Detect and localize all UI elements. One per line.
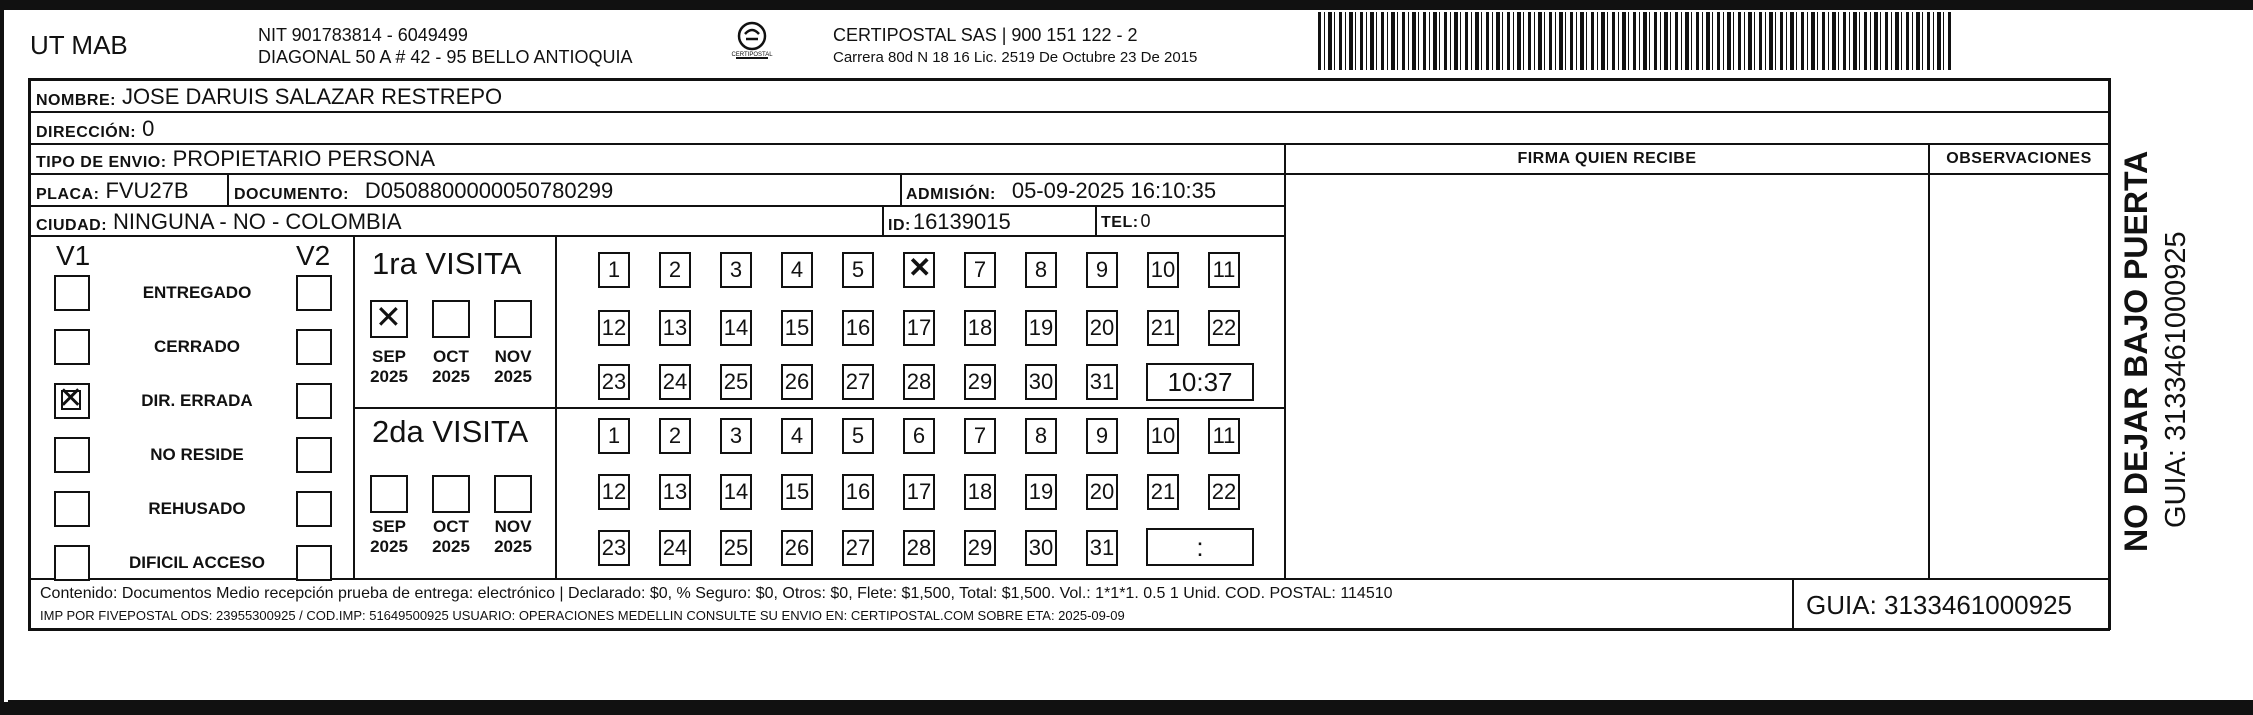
plate-row bbox=[36, 178, 189, 204]
month-year: 2025 bbox=[370, 537, 408, 556]
company-address: DIAGONAL 50 A # 42 - 95 BELLO ANTIOQUIA bbox=[258, 47, 633, 67]
observations-header: OBSERVACIONES bbox=[1946, 150, 2092, 167]
day-checkbox[interactable] bbox=[659, 252, 691, 288]
recipient-name: JOSE DARUIS SALAZAR RESTREPO bbox=[121, 84, 503, 109]
bottom-border bbox=[0, 702, 2253, 715]
day-number: 28 bbox=[906, 369, 932, 394]
day-number: 4 bbox=[790, 423, 804, 448]
v2-checkbox[interactable] bbox=[296, 545, 332, 581]
day-number: 7 bbox=[973, 257, 987, 282]
month-name: NOV bbox=[494, 517, 532, 536]
month-name: NOV bbox=[494, 347, 532, 366]
day-checkbox[interactable] bbox=[781, 310, 813, 346]
day-number: 14 bbox=[723, 315, 749, 340]
day-number: 21 bbox=[1150, 479, 1176, 504]
month-label bbox=[424, 347, 478, 387]
divider bbox=[1792, 580, 1794, 630]
day-checkbox[interactable] bbox=[1208, 252, 1240, 288]
day-number: 28 bbox=[906, 535, 932, 560]
day-checkbox[interactable] bbox=[903, 474, 935, 510]
day-checkbox[interactable] bbox=[964, 474, 996, 510]
month-checkbox[interactable] bbox=[494, 475, 532, 513]
day-checkbox[interactable] bbox=[1025, 530, 1057, 566]
status-label: DIR. ERRADA bbox=[141, 391, 253, 410]
v2-checkbox[interactable] bbox=[296, 383, 332, 419]
day-number: 4 bbox=[790, 257, 804, 282]
day-checkbox[interactable] bbox=[903, 252, 935, 288]
day-checkbox[interactable] bbox=[781, 530, 813, 566]
day-number: 26 bbox=[784, 535, 810, 560]
day-number: 29 bbox=[967, 535, 993, 560]
divider bbox=[1284, 173, 2110, 175]
day-checkbox[interactable] bbox=[1208, 418, 1240, 454]
day-checkbox[interactable] bbox=[842, 474, 874, 510]
day-number: 20 bbox=[1089, 315, 1115, 340]
day-checkbox[interactable] bbox=[598, 418, 630, 454]
side-warning: NO DEJAR BAJO PUERTA bbox=[2118, 150, 2154, 552]
day-checkbox[interactable] bbox=[1208, 310, 1240, 346]
month-name: SEP bbox=[371, 347, 407, 366]
day-checkbox[interactable] bbox=[659, 530, 691, 566]
status-label: NO RESIDE bbox=[150, 445, 244, 464]
day-checkbox[interactable] bbox=[903, 310, 935, 346]
divider bbox=[1095, 207, 1097, 237]
day-checkbox[interactable] bbox=[1086, 364, 1118, 400]
v1-checkbox[interactable] bbox=[54, 275, 90, 311]
form-left-border bbox=[28, 78, 31, 630]
day-checkbox[interactable] bbox=[598, 364, 630, 400]
month-year: 2025 bbox=[432, 367, 470, 386]
day-number: 16 bbox=[845, 479, 871, 504]
document-row bbox=[234, 178, 613, 204]
month-checkbox[interactable] bbox=[432, 300, 470, 338]
day-number: 21 bbox=[1150, 315, 1176, 340]
content-description: Contenido: Documentos Medio recepción prueba de entrega: electrónico | Declarado: $0, % Seguro: $0, Otros: $0, Flete: $1,500, Total: $1,500. Vol.: 1*1*1. 0.5 1 Unid. COD. POSTAL: 114510 bbox=[40, 585, 1393, 602]
month-name: OCT bbox=[433, 347, 469, 366]
status-label: REHUSADO bbox=[148, 499, 246, 518]
status-label: CERRADO bbox=[154, 337, 240, 356]
company-nit: NIT 901783814 - 6049499 bbox=[258, 25, 468, 45]
visit1-title: 1ra VISITA bbox=[372, 246, 522, 281]
day-number: 17 bbox=[906, 479, 932, 504]
footer-guia: GUIA: 3133461000925 bbox=[1806, 590, 2072, 620]
barcode bbox=[1318, 12, 1954, 70]
day-number: 6 bbox=[912, 423, 926, 448]
day-number: 27 bbox=[845, 369, 871, 394]
divider bbox=[900, 175, 902, 207]
day-number: 31 bbox=[1089, 535, 1115, 560]
month-checkbox[interactable] bbox=[494, 300, 532, 338]
day-number: 12 bbox=[601, 315, 627, 340]
day-number: 17 bbox=[906, 315, 932, 340]
day-checkbox[interactable] bbox=[598, 530, 630, 566]
day-number: 25 bbox=[723, 535, 749, 560]
day-number: 18 bbox=[967, 479, 993, 504]
day-number: 13 bbox=[662, 315, 688, 340]
day-number: 16 bbox=[845, 315, 871, 340]
day-checkbox[interactable] bbox=[842, 364, 874, 400]
form-top-border bbox=[28, 78, 2110, 81]
name-row bbox=[36, 84, 502, 110]
shipping-type: PROPIETARIO PERSONA bbox=[172, 146, 435, 171]
day-checkbox[interactable] bbox=[598, 252, 630, 288]
month-checkbox[interactable] bbox=[370, 475, 408, 513]
day-checkbox[interactable] bbox=[659, 418, 691, 454]
admission-row bbox=[906, 178, 1216, 204]
divider bbox=[227, 175, 229, 207]
day-number: 2 bbox=[668, 257, 682, 282]
document-value: D0508800000050780299 bbox=[364, 178, 614, 203]
divider bbox=[353, 407, 1284, 409]
day-number: 29 bbox=[967, 369, 993, 394]
form-bottom-border bbox=[28, 628, 2110, 631]
divider bbox=[28, 173, 1284, 175]
day-checkbox[interactable] bbox=[964, 418, 996, 454]
day-checkbox[interactable] bbox=[964, 252, 996, 288]
day-checkbox[interactable] bbox=[1147, 474, 1179, 510]
day-checkbox[interactable] bbox=[1147, 418, 1179, 454]
plate-value: FVU27B bbox=[105, 178, 189, 203]
day-checkbox[interactable] bbox=[903, 530, 935, 566]
day-number: 24 bbox=[662, 369, 688, 394]
day-number: 9 bbox=[1095, 423, 1109, 448]
day-checkbox[interactable] bbox=[1025, 310, 1057, 346]
carrier-logo bbox=[732, 20, 772, 64]
day-checkbox[interactable] bbox=[781, 252, 813, 288]
month-label bbox=[362, 347, 416, 387]
type-label: TIPO DE ENVIO: bbox=[36, 154, 167, 171]
carrier-name: CERTIPOSTAL SAS | 900 151 122 - 2 bbox=[833, 25, 1138, 45]
side-guia: GUIA: 3133461000925 bbox=[2160, 231, 2192, 528]
day-checkbox[interactable] bbox=[781, 364, 813, 400]
day-number: 5 bbox=[851, 257, 865, 282]
form-right-border bbox=[2108, 78, 2111, 630]
top-border bbox=[0, 0, 2253, 10]
day-number: 7 bbox=[973, 423, 987, 448]
day-number: 25 bbox=[723, 369, 749, 394]
day-checkbox[interactable] bbox=[1147, 310, 1179, 346]
day-checkbox[interactable] bbox=[1025, 364, 1057, 400]
day-checkbox[interactable] bbox=[720, 252, 752, 288]
month-year: 2025 bbox=[494, 537, 532, 556]
status-label: ENTREGADO bbox=[142, 283, 252, 302]
divider bbox=[1284, 143, 1286, 580]
day-number: 10 bbox=[1150, 257, 1176, 282]
day-number: 30 bbox=[1028, 535, 1054, 560]
day-checkbox[interactable] bbox=[781, 474, 813, 510]
day-checkbox[interactable] bbox=[720, 364, 752, 400]
plate-label: PLACA: bbox=[36, 186, 100, 203]
month-label bbox=[362, 517, 416, 557]
day-checkbox[interactable] bbox=[1147, 252, 1179, 288]
day-checkbox[interactable] bbox=[842, 252, 874, 288]
day-checkbox[interactable] bbox=[781, 418, 813, 454]
name-label: NOMBRE: bbox=[36, 92, 116, 109]
month-year: 2025 bbox=[370, 367, 408, 386]
day-number: 12 bbox=[601, 479, 627, 504]
day-checkbox[interactable] bbox=[842, 418, 874, 454]
page-left-edge bbox=[0, 0, 4, 715]
day-checkbox[interactable] bbox=[659, 474, 691, 510]
day-number: 20 bbox=[1089, 479, 1115, 504]
day-checkbox[interactable] bbox=[659, 364, 691, 400]
visit2-time[interactable]: : bbox=[1146, 528, 1254, 566]
v2-checkbox[interactable] bbox=[296, 275, 332, 311]
day-checkbox[interactable] bbox=[720, 310, 752, 346]
day-checkbox[interactable] bbox=[1025, 418, 1057, 454]
day-number: 19 bbox=[1028, 315, 1054, 340]
day-checkbox[interactable] bbox=[598, 474, 630, 510]
day-number: 9 bbox=[1095, 257, 1109, 282]
day-checkbox[interactable] bbox=[1086, 530, 1118, 566]
visit2-title: 2da VISITA bbox=[372, 414, 529, 449]
day-checkbox[interactable] bbox=[720, 418, 752, 454]
day-number: 11 bbox=[1212, 423, 1236, 448]
divider bbox=[28, 143, 2110, 145]
day-checkbox[interactable] bbox=[1025, 474, 1057, 510]
month-name: OCT bbox=[433, 517, 469, 536]
v1-checkbox[interactable] bbox=[54, 437, 90, 473]
day-number: 13 bbox=[662, 479, 688, 504]
divider bbox=[882, 207, 884, 237]
day-checkbox[interactable] bbox=[720, 474, 752, 510]
month-checkbox[interactable] bbox=[432, 475, 470, 513]
day-number: 27 bbox=[845, 535, 871, 560]
month-label bbox=[424, 517, 478, 557]
id-label: ID: bbox=[888, 217, 911, 234]
visit1-time[interactable]: 10:37 bbox=[1146, 363, 1254, 401]
admission-label: ADMISIÓN: bbox=[906, 186, 996, 203]
day-checkbox[interactable] bbox=[964, 530, 996, 566]
address-row bbox=[36, 116, 154, 142]
day-number: 8 bbox=[1034, 257, 1048, 282]
day-checkbox[interactable] bbox=[1086, 474, 1118, 510]
address-label: DIRECCIÓN: bbox=[36, 124, 137, 141]
day-checkbox[interactable] bbox=[1086, 418, 1118, 454]
recipient-address: 0 bbox=[142, 116, 155, 141]
month-year: 2025 bbox=[432, 537, 470, 556]
v2-header: V2 bbox=[296, 240, 331, 271]
month-year: 2025 bbox=[494, 367, 532, 386]
divider bbox=[28, 578, 2110, 580]
city-value: NINGUNA - NO - COLOMBIA bbox=[113, 209, 402, 234]
day-checkbox[interactable] bbox=[1086, 252, 1118, 288]
day-number: 19 bbox=[1028, 479, 1054, 504]
tel-value: 0 bbox=[1140, 211, 1151, 231]
day-checkbox[interactable] bbox=[1208, 474, 1240, 510]
logo-text: CERTIPOSTAL bbox=[731, 52, 773, 58]
type-row bbox=[36, 146, 435, 172]
month-checkbox[interactable] bbox=[370, 300, 408, 338]
day-checkbox[interactable] bbox=[1086, 310, 1118, 346]
id-row bbox=[888, 209, 1011, 235]
day-number: 15 bbox=[784, 315, 810, 340]
tel-label: TEL: bbox=[1101, 214, 1139, 231]
v1-checkbox[interactable] bbox=[54, 491, 90, 527]
day-number: 8 bbox=[1034, 423, 1048, 448]
month-label bbox=[486, 347, 540, 387]
day-number: 15 bbox=[784, 479, 810, 504]
day-checkbox[interactable] bbox=[842, 310, 874, 346]
v2-checkbox[interactable] bbox=[296, 437, 332, 473]
divider bbox=[1928, 143, 1930, 580]
day-number: 22 bbox=[1211, 479, 1237, 504]
document-label: DOCUMENTO: bbox=[234, 186, 349, 203]
day-number: 1 bbox=[607, 423, 621, 448]
day-checkbox[interactable] bbox=[598, 310, 630, 346]
v1-checkbox[interactable] bbox=[54, 383, 90, 419]
day-number: 22 bbox=[1211, 315, 1237, 340]
v2-checkbox[interactable] bbox=[296, 491, 332, 527]
day-number: 14 bbox=[723, 479, 749, 504]
v1-checkbox[interactable] bbox=[54, 329, 90, 365]
signature-header: FIRMA QUIEN RECIBE bbox=[1517, 150, 1697, 167]
tel-row bbox=[1101, 211, 1151, 232]
day-number: 24 bbox=[662, 535, 688, 560]
month-name: SEP bbox=[371, 517, 407, 536]
day-number: 1 bbox=[607, 257, 621, 282]
carrier-license: Carrera 80d N 18 16 Lic. 2519 De Octubre 23 De 2015 bbox=[833, 49, 1198, 66]
day-checkbox[interactable] bbox=[659, 310, 691, 346]
v2-checkbox[interactable] bbox=[296, 329, 332, 365]
day-number: 30 bbox=[1028, 369, 1054, 394]
day-number: 3 bbox=[729, 257, 743, 282]
day-number: 23 bbox=[601, 535, 627, 560]
month-label bbox=[486, 517, 540, 557]
city-row bbox=[36, 209, 402, 235]
day-number: 11 bbox=[1212, 257, 1236, 282]
day-checkbox[interactable] bbox=[903, 418, 935, 454]
day-number: 3 bbox=[729, 423, 743, 448]
day-checkbox[interactable] bbox=[720, 530, 752, 566]
day-number: 31 bbox=[1089, 369, 1115, 394]
day-checkbox[interactable] bbox=[964, 364, 996, 400]
day-number: 23 bbox=[601, 369, 627, 394]
status-label: DIFICIL ACCESO bbox=[128, 553, 265, 572]
day-checkbox[interactable] bbox=[964, 310, 996, 346]
print-info: IMP POR FIVEPOSTAL ODS: 23955300925 / COD.IMP: 51649500925 USUARIO: OPERACIONES MEDELLIN CONSULTE SU ENVIO EN: CERTIPOSTAL.COM SOBRE ETA: 2025-09-09 bbox=[40, 608, 1125, 623]
day-number: 18 bbox=[967, 315, 993, 340]
day-number: 2 bbox=[668, 423, 682, 448]
company-name: UT MAB bbox=[30, 30, 128, 60]
day-checkbox[interactable] bbox=[1025, 252, 1057, 288]
day-number: 10 bbox=[1150, 423, 1176, 448]
v1-checkbox[interactable] bbox=[54, 545, 90, 581]
city-label: CIUDAD: bbox=[36, 217, 108, 234]
day-number: 26 bbox=[784, 369, 810, 394]
day-checkbox[interactable] bbox=[842, 530, 874, 566]
v1-header: V1 bbox=[56, 240, 91, 271]
id-value: 16139015 bbox=[912, 209, 1011, 234]
day-checkbox[interactable] bbox=[903, 364, 935, 400]
admission-value: 05-09-2025 16:10:35 bbox=[1011, 178, 1217, 203]
day-number: 5 bbox=[851, 423, 865, 448]
divider bbox=[28, 111, 2110, 113]
